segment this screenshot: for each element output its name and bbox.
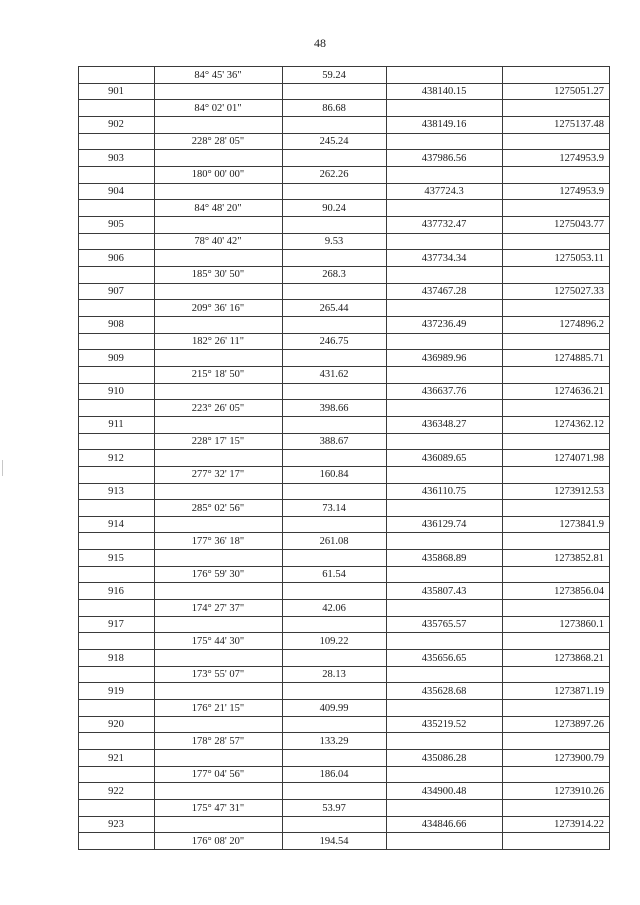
bearing-angle-cell bbox=[154, 550, 282, 567]
point-number-cell: 922 bbox=[108, 785, 124, 797]
bearing-angle-cell: 177° 36' 18" bbox=[191, 535, 245, 547]
distance-cell bbox=[282, 250, 386, 267]
x-coordinate-cell bbox=[386, 400, 502, 417]
point-number-cell bbox=[78, 333, 154, 350]
bearing-angle-cell: 175° 47' 31" bbox=[191, 802, 245, 814]
y-coordinate-cell: 1273841.9 bbox=[559, 519, 604, 531]
point-number-cell: 904 bbox=[108, 186, 124, 198]
table-row bbox=[78, 750, 610, 767]
x-coordinate-cell: 438140.15 bbox=[421, 86, 467, 98]
y-coordinate-cell: 1274636.21 bbox=[554, 386, 604, 398]
point-number-cell: 906 bbox=[108, 252, 124, 264]
distance-cell: 42.06 bbox=[322, 602, 346, 614]
x-coordinate-cell bbox=[386, 800, 502, 817]
point-number-cell: 909 bbox=[108, 352, 124, 364]
point-number-cell: 907 bbox=[108, 286, 124, 298]
point-number-cell bbox=[78, 500, 154, 517]
point-number-cell: 908 bbox=[108, 319, 124, 331]
x-coordinate-cell: 436348.27 bbox=[421, 419, 467, 431]
table-row bbox=[78, 733, 610, 750]
table-row bbox=[78, 100, 610, 117]
y-coordinate-cell: 1273868.21 bbox=[554, 652, 604, 664]
point-number-cell bbox=[78, 266, 154, 283]
bearing-angle-cell bbox=[154, 350, 282, 367]
bearing-angle-cell bbox=[154, 750, 282, 767]
y-coordinate-cell: 1274885.71 bbox=[554, 352, 604, 364]
distance-cell bbox=[282, 716, 386, 733]
point-number-cell bbox=[78, 400, 154, 417]
bearing-angle-cell bbox=[154, 816, 282, 833]
point-number-cell: 905 bbox=[108, 219, 124, 231]
bearing-angle-cell: 228° 17' 15" bbox=[191, 436, 245, 448]
y-coordinate-cell bbox=[502, 67, 608, 84]
table-row bbox=[78, 433, 610, 450]
distance-cell bbox=[282, 683, 386, 700]
point-number-cell bbox=[78, 200, 154, 217]
table-row bbox=[78, 650, 610, 667]
x-coordinate-cell: 435628.68 bbox=[421, 685, 467, 697]
y-coordinate-cell: 1275053.11 bbox=[554, 252, 604, 264]
y-coordinate-cell: 1273852.81 bbox=[554, 552, 604, 564]
distance-cell bbox=[282, 783, 386, 800]
bearing-angle-cell: 215° 18' 50" bbox=[191, 369, 245, 381]
table-row bbox=[78, 783, 610, 800]
x-coordinate-cell: 437732.47 bbox=[421, 219, 467, 231]
survey-table bbox=[78, 66, 610, 849]
x-coordinate-cell bbox=[386, 366, 502, 383]
bearing-angle-cell: 182° 26' 11" bbox=[192, 336, 244, 348]
distance-cell bbox=[282, 516, 386, 533]
point-number-cell: 921 bbox=[108, 752, 124, 764]
x-coordinate-cell: 436089.65 bbox=[421, 452, 467, 464]
x-coordinate-cell bbox=[386, 67, 502, 84]
distance-cell bbox=[282, 483, 386, 500]
x-coordinate-cell bbox=[386, 533, 502, 550]
y-coordinate-cell bbox=[502, 366, 608, 383]
x-coordinate-cell: 435765.57 bbox=[421, 619, 467, 631]
y-coordinate-cell bbox=[502, 500, 608, 517]
distance-cell: 59.24 bbox=[322, 69, 346, 81]
distance-cell bbox=[282, 216, 386, 233]
table-row bbox=[78, 816, 610, 833]
distance-cell: 61.54 bbox=[322, 569, 346, 581]
distance-cell: 9.53 bbox=[324, 236, 344, 248]
y-coordinate-cell: 1273900.79 bbox=[554, 752, 604, 764]
y-coordinate-cell: 1273912.53 bbox=[554, 486, 604, 497]
point-number-cell: 902 bbox=[108, 119, 124, 131]
point-number-cell bbox=[78, 133, 154, 150]
y-coordinate-cell: 1273914.22 bbox=[554, 819, 604, 831]
x-coordinate-cell bbox=[386, 700, 502, 717]
x-coordinate-cell bbox=[386, 133, 502, 150]
distance-cell bbox=[282, 350, 386, 367]
x-coordinate-cell: 436110.75 bbox=[421, 486, 467, 497]
y-coordinate-cell: 1275051.27 bbox=[554, 86, 604, 98]
bearing-angle-cell bbox=[154, 383, 282, 400]
x-coordinate-cell bbox=[386, 500, 502, 517]
bearing-angle-cell: 223° 26' 05" bbox=[191, 402, 245, 414]
y-coordinate-cell: 1274953.9 bbox=[559, 186, 604, 198]
x-coordinate-cell bbox=[386, 233, 502, 250]
bearing-angle-cell bbox=[154, 316, 282, 333]
distance-cell: 194.54 bbox=[319, 835, 349, 847]
bearing-angle-cell bbox=[154, 483, 282, 500]
bearing-angle-cell: 209° 36' 16" bbox=[191, 302, 245, 314]
x-coordinate-cell bbox=[386, 833, 502, 850]
x-coordinate-cell: 437467.28 bbox=[421, 286, 467, 298]
table-row bbox=[78, 166, 610, 183]
x-coordinate-cell: 434846.66 bbox=[421, 819, 467, 831]
distance-cell: 261.08 bbox=[319, 535, 349, 547]
y-coordinate-cell: 1273910.26 bbox=[554, 785, 604, 797]
bearing-angle-cell bbox=[154, 150, 282, 167]
bearing-angle-cell bbox=[154, 583, 282, 600]
table-row bbox=[78, 416, 610, 433]
bearing-angle-cell bbox=[154, 416, 282, 433]
point-number-cell: 912 bbox=[108, 452, 124, 464]
table-row bbox=[78, 383, 610, 400]
y-coordinate-cell: 1273860.1 bbox=[559, 619, 604, 631]
y-coordinate-cell bbox=[502, 300, 608, 317]
bearing-angle-cell bbox=[154, 716, 282, 733]
table-row bbox=[78, 266, 610, 283]
x-coordinate-cell bbox=[386, 466, 502, 483]
y-coordinate-cell: 1275027.33 bbox=[554, 286, 604, 298]
x-coordinate-cell bbox=[386, 333, 502, 350]
x-coordinate-cell bbox=[386, 433, 502, 450]
bearing-angle-cell bbox=[154, 516, 282, 533]
bearing-angle-cell bbox=[154, 616, 282, 633]
table-row bbox=[78, 116, 610, 133]
bearing-angle-cell bbox=[154, 283, 282, 300]
distance-cell bbox=[282, 583, 386, 600]
table-row bbox=[78, 216, 610, 233]
y-coordinate-cell bbox=[502, 700, 608, 717]
point-number-cell: 919 bbox=[108, 685, 124, 697]
point-number-cell: 911 bbox=[108, 419, 124, 431]
table-row bbox=[78, 766, 610, 783]
bearing-angle-cell: 175° 44' 30" bbox=[191, 635, 245, 647]
x-coordinate-cell bbox=[386, 566, 502, 583]
x-coordinate-cell: 436129.74 bbox=[421, 519, 467, 531]
table-row bbox=[78, 700, 610, 717]
y-coordinate-cell: 1274896.2 bbox=[559, 319, 604, 331]
distance-cell: 73.14 bbox=[322, 502, 346, 514]
bearing-angle-cell bbox=[154, 116, 282, 133]
point-number-cell bbox=[78, 833, 154, 850]
y-coordinate-cell bbox=[502, 133, 608, 150]
bearing-angle-cell: 180° 00' 00" bbox=[191, 169, 245, 181]
distance-cell: 245.24 bbox=[319, 136, 349, 148]
bearing-angle-cell: 178° 28' 57" bbox=[191, 735, 245, 747]
bearing-angle-cell bbox=[154, 683, 282, 700]
bearing-angle-cell: 176° 21' 15" bbox=[191, 702, 245, 714]
table-row bbox=[78, 233, 610, 250]
y-coordinate-cell: 1273871.19 bbox=[554, 685, 604, 697]
bearing-angle-cell bbox=[154, 250, 282, 267]
x-coordinate-cell bbox=[386, 166, 502, 183]
y-coordinate-cell bbox=[502, 433, 608, 450]
point-number-cell: 903 bbox=[108, 152, 124, 164]
table-row bbox=[78, 666, 610, 683]
table-row bbox=[78, 716, 610, 733]
y-coordinate-cell bbox=[502, 833, 608, 850]
distance-cell: 265.44 bbox=[319, 302, 349, 314]
distance-cell: 186.04 bbox=[319, 769, 349, 781]
y-coordinate-cell bbox=[502, 533, 608, 550]
distance-cell bbox=[282, 183, 386, 200]
point-number-cell: 910 bbox=[108, 386, 124, 398]
distance-cell: 431.62 bbox=[319, 369, 349, 381]
y-coordinate-cell: 1273897.26 bbox=[554, 719, 604, 731]
distance-cell: 28.13 bbox=[322, 669, 346, 681]
y-coordinate-cell: 1274953.9 bbox=[559, 152, 604, 164]
margin-mark bbox=[2, 460, 3, 476]
point-number-cell bbox=[78, 67, 154, 84]
x-coordinate-cell bbox=[386, 766, 502, 783]
y-coordinate-cell: 1274071.98 bbox=[554, 452, 604, 464]
point-number-cell bbox=[78, 666, 154, 683]
y-coordinate-cell bbox=[502, 266, 608, 283]
y-coordinate-cell bbox=[502, 333, 608, 350]
y-coordinate-cell: 1275043.77 bbox=[554, 219, 604, 231]
x-coordinate-cell: 435868.89 bbox=[421, 552, 467, 564]
table-row bbox=[78, 516, 610, 533]
point-number-cell: 917 bbox=[108, 619, 124, 631]
table-row bbox=[78, 833, 610, 850]
x-coordinate-cell: 437986.56 bbox=[421, 152, 467, 164]
point-number-cell bbox=[78, 566, 154, 583]
x-coordinate-cell: 434900.48 bbox=[421, 785, 467, 797]
bearing-angle-cell: 176° 08' 20" bbox=[191, 835, 245, 847]
table-row bbox=[78, 583, 610, 600]
distance-cell bbox=[282, 150, 386, 167]
bearing-angle-cell: 176° 59' 30" bbox=[191, 569, 245, 581]
distance-cell bbox=[282, 750, 386, 767]
point-number-cell: 901 bbox=[108, 86, 124, 98]
y-coordinate-cell: 1273856.04 bbox=[554, 585, 604, 597]
table-row bbox=[78, 466, 610, 483]
point-number-cell bbox=[78, 800, 154, 817]
page-number: 48 bbox=[314, 36, 326, 50]
table-row bbox=[78, 283, 610, 300]
x-coordinate-cell bbox=[386, 733, 502, 750]
distance-cell bbox=[282, 650, 386, 667]
y-coordinate-cell bbox=[502, 100, 608, 117]
bearing-angle-cell: 84° 48' 20" bbox=[194, 202, 242, 214]
table-row bbox=[78, 350, 610, 367]
bearing-angle-cell bbox=[154, 216, 282, 233]
x-coordinate-cell bbox=[386, 666, 502, 683]
x-coordinate-cell: 435656.65 bbox=[421, 652, 467, 664]
bearing-angle-cell: 174° 27' 37" bbox=[191, 602, 245, 614]
y-coordinate-cell bbox=[502, 400, 608, 417]
y-coordinate-cell bbox=[502, 200, 608, 217]
distance-cell bbox=[282, 116, 386, 133]
table-row bbox=[78, 683, 610, 700]
bearing-angle-cell bbox=[154, 450, 282, 467]
point-number-cell: 920 bbox=[108, 719, 124, 731]
point-number-cell: 914 bbox=[108, 519, 124, 531]
table-row bbox=[78, 133, 610, 150]
point-number-cell bbox=[78, 766, 154, 783]
x-coordinate-cell: 435086.28 bbox=[421, 752, 467, 764]
table-row bbox=[78, 83, 610, 100]
bearing-angle-cell: 285° 02' 56" bbox=[191, 502, 245, 514]
table-row bbox=[78, 800, 610, 817]
table-row bbox=[78, 400, 610, 417]
x-coordinate-cell bbox=[386, 300, 502, 317]
y-coordinate-cell bbox=[502, 800, 608, 817]
bearing-angle-cell: 228° 28' 05" bbox=[191, 136, 245, 148]
distance-cell bbox=[282, 383, 386, 400]
bearing-angle-cell bbox=[154, 783, 282, 800]
bearing-angle-cell: 78° 40' 42" bbox=[194, 236, 242, 248]
distance-cell: 409.99 bbox=[319, 702, 349, 714]
y-coordinate-cell bbox=[502, 466, 608, 483]
y-coordinate-cell bbox=[502, 566, 608, 583]
x-coordinate-cell: 436989.96 bbox=[421, 352, 467, 364]
point-number-cell: 913 bbox=[108, 486, 124, 497]
point-number-cell bbox=[78, 366, 154, 383]
bearing-angle-cell: 84° 02' 01" bbox=[194, 102, 242, 114]
table-row bbox=[78, 67, 610, 84]
distance-cell: 160.84 bbox=[319, 469, 349, 481]
table-row bbox=[78, 250, 610, 267]
distance-cell: 398.66 bbox=[319, 402, 349, 414]
x-coordinate-cell: 437724.3 bbox=[424, 186, 464, 198]
bearing-angle-cell bbox=[154, 183, 282, 200]
table-row bbox=[78, 483, 610, 500]
point-number-cell bbox=[78, 100, 154, 117]
y-coordinate-cell bbox=[502, 666, 608, 683]
distance-cell bbox=[282, 416, 386, 433]
x-coordinate-cell bbox=[386, 100, 502, 117]
point-number-cell: 915 bbox=[108, 552, 124, 564]
distance-cell bbox=[282, 283, 386, 300]
x-coordinate-cell: 437734.34 bbox=[421, 252, 467, 264]
x-coordinate-cell: 436637.76 bbox=[421, 386, 467, 398]
x-coordinate-cell bbox=[386, 633, 502, 650]
distance-cell bbox=[282, 316, 386, 333]
x-coordinate-cell bbox=[386, 200, 502, 217]
bearing-angle-cell: 277° 32' 17" bbox=[191, 469, 245, 481]
distance-cell bbox=[282, 83, 386, 100]
distance-cell bbox=[282, 550, 386, 567]
x-coordinate-cell bbox=[386, 266, 502, 283]
table-row bbox=[78, 600, 610, 617]
table-row bbox=[78, 366, 610, 383]
point-number-cell bbox=[78, 433, 154, 450]
bearing-angle-cell: 84° 45' 36" bbox=[194, 69, 242, 81]
table-row bbox=[78, 616, 610, 633]
point-number-cell: 923 bbox=[108, 819, 124, 831]
x-coordinate-cell: 438149.16 bbox=[421, 119, 467, 131]
distance-cell: 53.97 bbox=[322, 802, 346, 814]
point-number-cell: 916 bbox=[108, 585, 124, 597]
point-number-cell bbox=[78, 633, 154, 650]
distance-cell: 388.67 bbox=[319, 436, 349, 448]
y-coordinate-cell bbox=[502, 233, 608, 250]
point-number-cell bbox=[78, 700, 154, 717]
point-number-cell bbox=[78, 533, 154, 550]
table-row bbox=[78, 450, 610, 467]
y-coordinate-cell: 1274362.12 bbox=[554, 419, 604, 431]
y-coordinate-cell bbox=[502, 166, 608, 183]
table-row bbox=[78, 333, 610, 350]
distance-cell: 109.22 bbox=[319, 635, 349, 647]
bearing-angle-cell: 185° 30' 50" bbox=[191, 269, 245, 281]
table-row bbox=[78, 533, 610, 550]
table-row bbox=[78, 300, 610, 317]
table-row bbox=[78, 550, 610, 567]
point-number-cell bbox=[78, 166, 154, 183]
point-number-cell bbox=[78, 466, 154, 483]
table-row bbox=[78, 316, 610, 333]
x-coordinate-cell bbox=[386, 600, 502, 617]
point-number-cell bbox=[78, 733, 154, 750]
bearing-angle-cell bbox=[154, 83, 282, 100]
x-coordinate-cell: 435219.52 bbox=[421, 719, 467, 731]
y-coordinate-cell bbox=[502, 633, 608, 650]
distance-cell bbox=[282, 816, 386, 833]
table-row bbox=[78, 150, 610, 167]
distance-cell: 90.24 bbox=[322, 202, 346, 214]
bearing-angle-cell: 173° 55' 07" bbox=[191, 669, 245, 681]
distance-cell: 268.3 bbox=[322, 269, 346, 281]
distance-cell: 133.29 bbox=[319, 735, 349, 747]
point-number-cell bbox=[78, 233, 154, 250]
table-row bbox=[78, 566, 610, 583]
table-row bbox=[78, 183, 610, 200]
distance-cell: 86.68 bbox=[322, 102, 346, 114]
x-coordinate-cell: 435807.43 bbox=[421, 585, 467, 597]
distance-cell: 262.26 bbox=[319, 169, 349, 181]
distance-cell bbox=[282, 450, 386, 467]
point-number-cell: 918 bbox=[108, 652, 124, 664]
distance-cell: 246.75 bbox=[319, 336, 349, 348]
x-coordinate-cell: 437236.49 bbox=[421, 319, 467, 331]
distance-cell bbox=[282, 616, 386, 633]
y-coordinate-cell bbox=[502, 733, 608, 750]
table-row bbox=[78, 633, 610, 650]
point-number-cell bbox=[78, 600, 154, 617]
table-row bbox=[78, 200, 610, 217]
bearing-angle-cell: 177° 04' 56" bbox=[191, 769, 245, 781]
y-coordinate-cell: 1275137.48 bbox=[554, 119, 604, 131]
bearing-angle-cell bbox=[154, 650, 282, 667]
table-row bbox=[78, 500, 610, 517]
point-number-cell bbox=[78, 300, 154, 317]
y-coordinate-cell bbox=[502, 600, 608, 617]
y-coordinate-cell bbox=[502, 766, 608, 783]
